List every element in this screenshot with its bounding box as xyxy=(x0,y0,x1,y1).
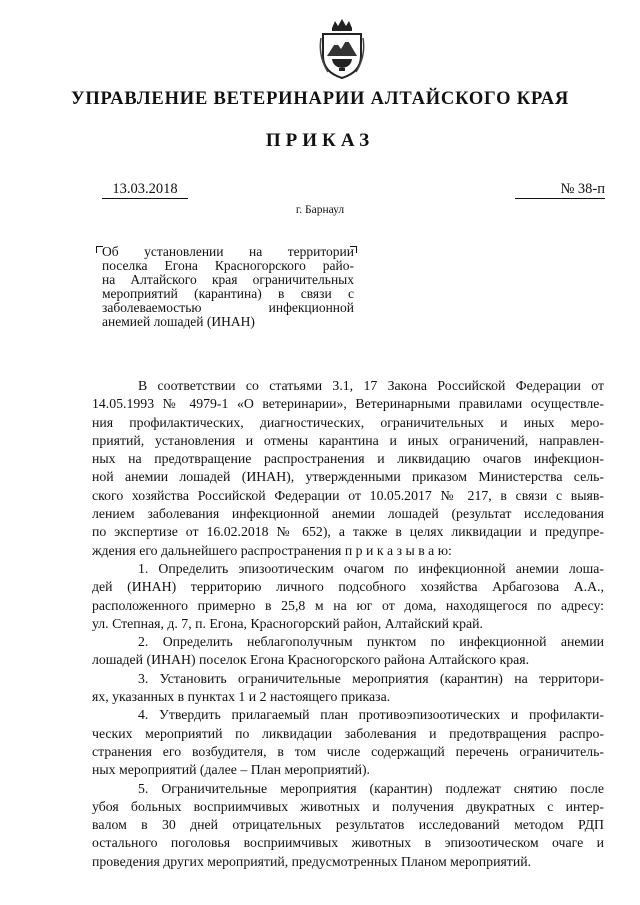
body-line: 3. Установить ограничительные мероприятия (карантин) на территори- xyxy=(138,670,604,686)
body-line: убоя больных восприимчивых животных и получения двукратных с интер- xyxy=(92,798,604,814)
body-line: ческих мероприятий по ликвидации заболевания и предотвращения распро- xyxy=(92,725,604,741)
body-line: 2. Определить неблагополучным пунктом по инфекционной анемии xyxy=(138,634,604,650)
body-line: проведения других мероприятий, предусмотренных Планом мероприятий. xyxy=(92,853,532,869)
body-line: ждения его дальнейшего распространения п р и к а з ы в а ю: xyxy=(92,542,452,558)
document-type-title: ПРИКАЗ xyxy=(265,130,375,151)
body-line: ского хозяйства Российской Федерации от 10.05.2017 № 217, в связи с выяв- xyxy=(92,487,604,503)
body-line: ных на предотвращение распространения и ликвидацию очагов инфекцион- xyxy=(92,451,604,467)
body-line: ных мероприятий (далее – План мероприятий). xyxy=(92,762,371,778)
subject-line: мероприятий (карантина) в связи с xyxy=(102,287,354,301)
order-number: № 38-п xyxy=(515,181,605,199)
body-line: ной анемии лошадей (ИНАН), утвержденными приказом Министерства сель- xyxy=(92,469,604,485)
order-subject xyxy=(102,245,354,329)
subject-line: заболеваемостью инфекционной xyxy=(102,301,354,315)
body-line: ях, указанных в пунктах 1 и 2 настоящего приказа. xyxy=(92,689,391,705)
body-line: ния профилактических, диагностических, ограничительных и иных меро- xyxy=(92,414,604,430)
body-line: расположенного примерно в 25,8 м на юг от дома, находящегося по адресу: xyxy=(92,597,604,613)
organization-title: УПРАВЛЕНИЕ ВЕТЕРИНАРИИ АЛТАЙСКОГО КРАЯ xyxy=(70,89,570,109)
body-line: 5. Ограничительные мероприятия (карантин) подлежат снятию после xyxy=(138,780,604,796)
body-line: ул. Степная, д. 7, п. Егона, Красногорский район, Алтайский край. xyxy=(92,615,483,631)
body-line: валом в 30 дней отрицательных результатов исследований методом РДП xyxy=(92,817,604,833)
body-line: остального поголовья восприимчивых животных в эпизоотическом очаге и xyxy=(92,835,604,851)
body-line: лением заболевания инфекционной анемии лошадей (результат исследования xyxy=(92,506,604,522)
body-line: 1. Определить эпизоотическим очагом по инфекционной анемии лоша- xyxy=(138,560,604,576)
order-date: 13.03.2018 xyxy=(102,181,188,199)
body-line: 14.05.1993 № 4979-1 «О ветеринарии», Ветеринарными правилами осуществле- xyxy=(92,396,604,412)
body-line: дей (ИНАН) территорию личного подсобного хозяйства Арбагозова А.А., xyxy=(92,579,604,595)
body-line: по экспертизе от 16.02.2018 № 652), а также в целях ликвидации и предупре- xyxy=(92,524,604,540)
city-label: г. Барнаул xyxy=(295,204,345,216)
subject-line: Об установлении на территории xyxy=(102,245,354,259)
body-line: лошадей (ИНАН) поселок Егона Красногорского района Алтайского края. xyxy=(92,652,530,668)
body-line: приятий, установления и отмены карантина и иных ограничений, направлен- xyxy=(92,432,604,448)
body-line: 4. Утвердить прилагаемый план противоэпизоотических и профилакти- xyxy=(138,707,604,723)
subject-line: на Алтайского края ограничительных xyxy=(102,273,354,287)
subject-line: анемией лошадей (ИНАН) xyxy=(102,315,255,329)
subject-line: поселка Егона Красногорского райо- xyxy=(102,259,354,273)
coat-of-arms-icon xyxy=(318,18,366,80)
body-line: В соответствии со статьями 3.1, 17 Закона Российской Федерации от xyxy=(138,378,604,393)
order-body xyxy=(92,377,604,871)
body-line: странения его возбудителя, в том числе содержащий перечень ограничитель- xyxy=(92,743,604,759)
